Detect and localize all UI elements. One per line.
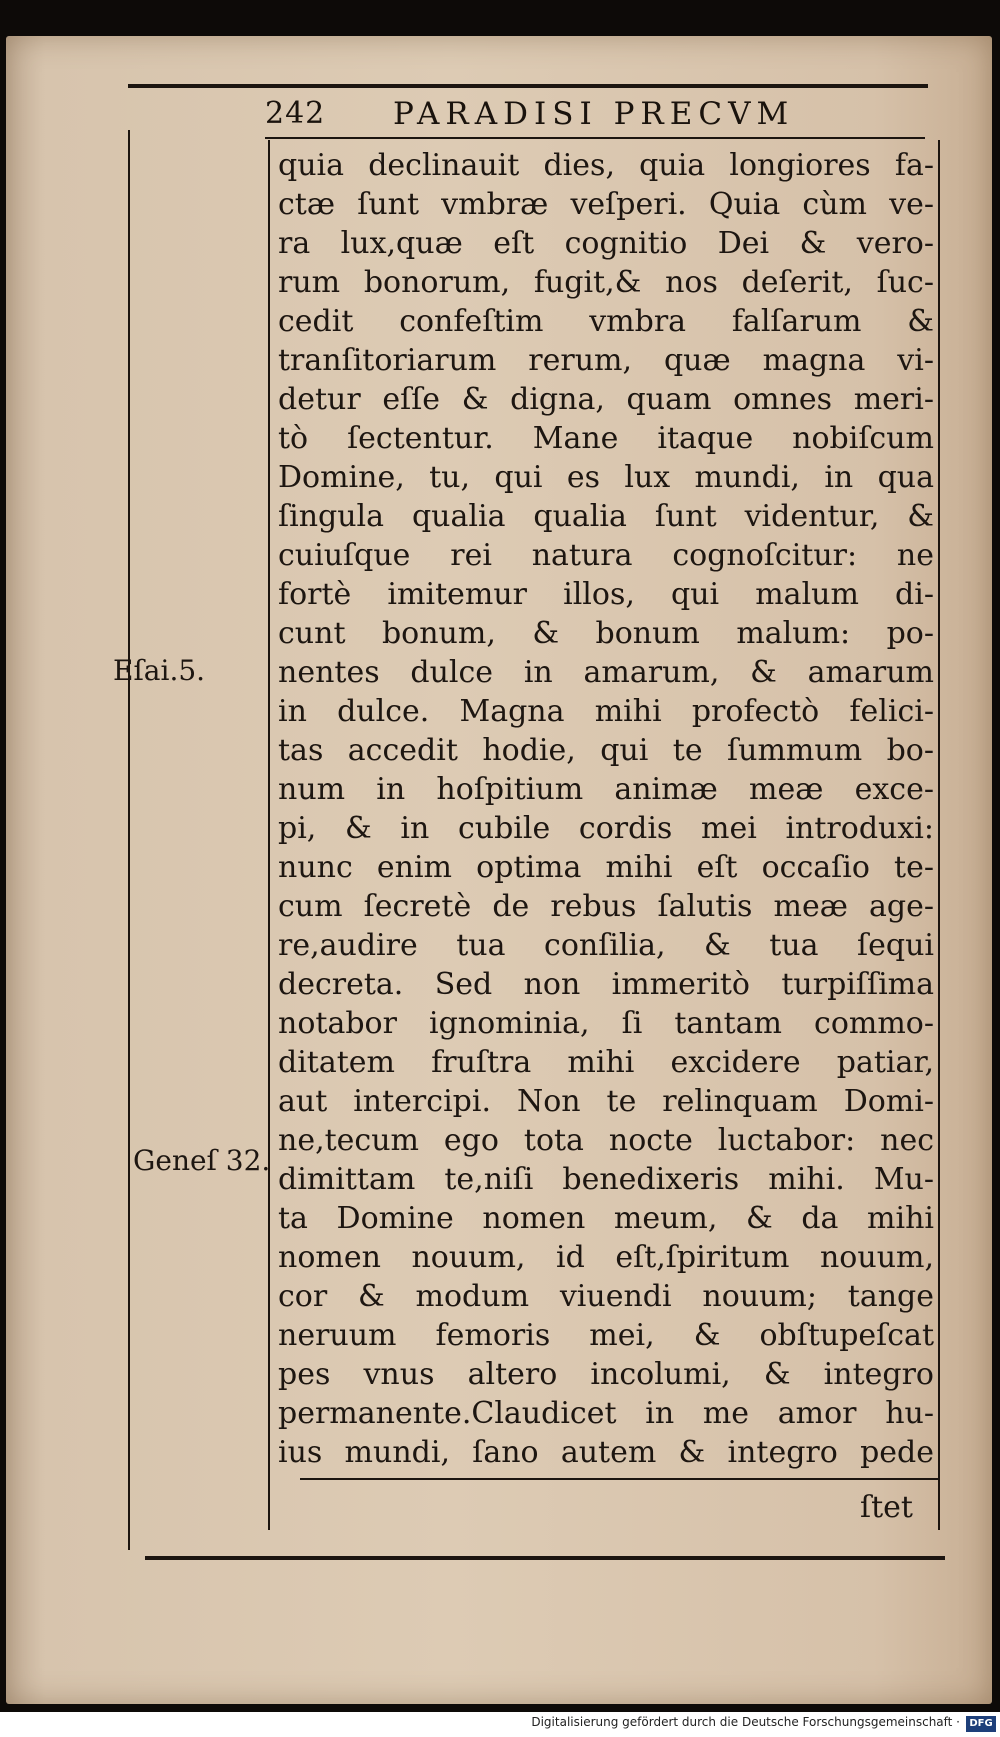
funding-credit: Digitalisierung gefördert durch die Deutsche Forschungsgemeinschaft · — [531, 1715, 960, 1729]
text-line: tò ſectentur. Mane itaque nobiſcum — [278, 421, 934, 456]
page-header — [265, 96, 925, 136]
catchword: ſtet — [860, 1490, 913, 1525]
text-line: fortè imitemur illos, qui malum di- — [278, 577, 934, 612]
text-line: ctæ ſunt vmbræ veſperi. Quia cùm ve- — [278, 187, 934, 222]
margin-note-genes: Geneſ 32. — [133, 1144, 271, 1177]
margin-note-esai: Eſai.5. — [113, 654, 206, 687]
text-line: tas accedit hodie, qui te ſummum bo- — [278, 733, 934, 768]
text-line: cunt bonum, & bonum malum: po- — [278, 616, 934, 651]
left-margin-rule — [128, 130, 130, 1550]
body-text — [278, 146, 934, 1472]
text-bottom-rule — [300, 1478, 940, 1480]
text-line: ra lux,quæ eſt cognitio Dei & vero- — [278, 226, 934, 261]
text-line: aut intercipi. Non te relinquam Domi- — [278, 1084, 934, 1119]
text-line: tranſitoriarum rerum, quæ magna vi- — [278, 343, 934, 378]
text-line: pi, & in cubile cordis mei introduxi: — [278, 811, 934, 846]
text-line: in dulce. Magna mihi profectò felici- — [278, 694, 934, 729]
text-line: nomen nouum, id eſt,ſpiritum nouum, — [278, 1240, 934, 1275]
text-line: cedit confeſtim vmbra falſarum & — [278, 304, 934, 339]
text-line: ne,tecum ego tota nocte luctabor: nec — [278, 1123, 934, 1158]
text-line: permanente.Claudicet in me amor hu- — [278, 1396, 934, 1431]
text-line: detur eſſe & digna, quam omnes meri- — [278, 382, 934, 417]
text-line: dimittam te,niſi benedixeris mihi. Mu- — [278, 1162, 934, 1197]
bottom-border-rule — [145, 1556, 945, 1560]
text-line: ditatem fruſtra mihi excidere patiar, — [278, 1045, 934, 1080]
text-line: pes vnus altero incolumi, & integro — [278, 1357, 934, 1392]
text-line: cum ſecretè de rebus ſalutis meæ age- — [278, 889, 934, 924]
text-line: quia declinauit dies, quia longiores fa- — [278, 148, 934, 183]
page-number: 242 — [265, 96, 326, 131]
text-left-rule — [268, 140, 270, 1530]
text-line: ſingula qualia qualia ſunt videntur, & — [278, 499, 934, 534]
running-title: PARADISI PRECVM — [393, 96, 795, 132]
text-line: cuiuſque rei natura cognoſcitur: ne — [278, 538, 934, 573]
text-line: neruum femoris mei, & obſtupeſcat — [278, 1318, 934, 1353]
text-line: num in hoſpitium animæ meæ exce- — [278, 772, 934, 807]
text-line: decreta. Sed non immeritò turpiſſima — [278, 967, 934, 1002]
text-line: nunc enim optima mihi eſt occaſio te- — [278, 850, 934, 885]
digitization-footer — [0, 1712, 1000, 1737]
top-border-rule — [128, 84, 928, 88]
text-line: Domine, tu, qui es lux mundi, in qua — [278, 460, 934, 495]
text-line: notabor ignominia, ſi tantam commo- — [278, 1006, 934, 1041]
dfg-logo-icon: DFG — [966, 1716, 996, 1732]
text-line: nentes dulce in amarum, & amarum — [278, 655, 934, 690]
header-underline-rule — [265, 137, 925, 139]
text-line: rum bonorum, fugit,& nos deſerit, ſuc- — [278, 265, 934, 300]
text-line: cor & modum viuendi nouum; tange — [278, 1279, 934, 1314]
text-line: ta Domine nomen meum, & da mihi — [278, 1201, 934, 1236]
text-right-rule — [938, 140, 940, 1530]
text-line: ius mundi, ſano autem & integro pede — [278, 1435, 934, 1470]
text-line: re,audire tua conſilia, & tua ſequi — [278, 928, 934, 963]
